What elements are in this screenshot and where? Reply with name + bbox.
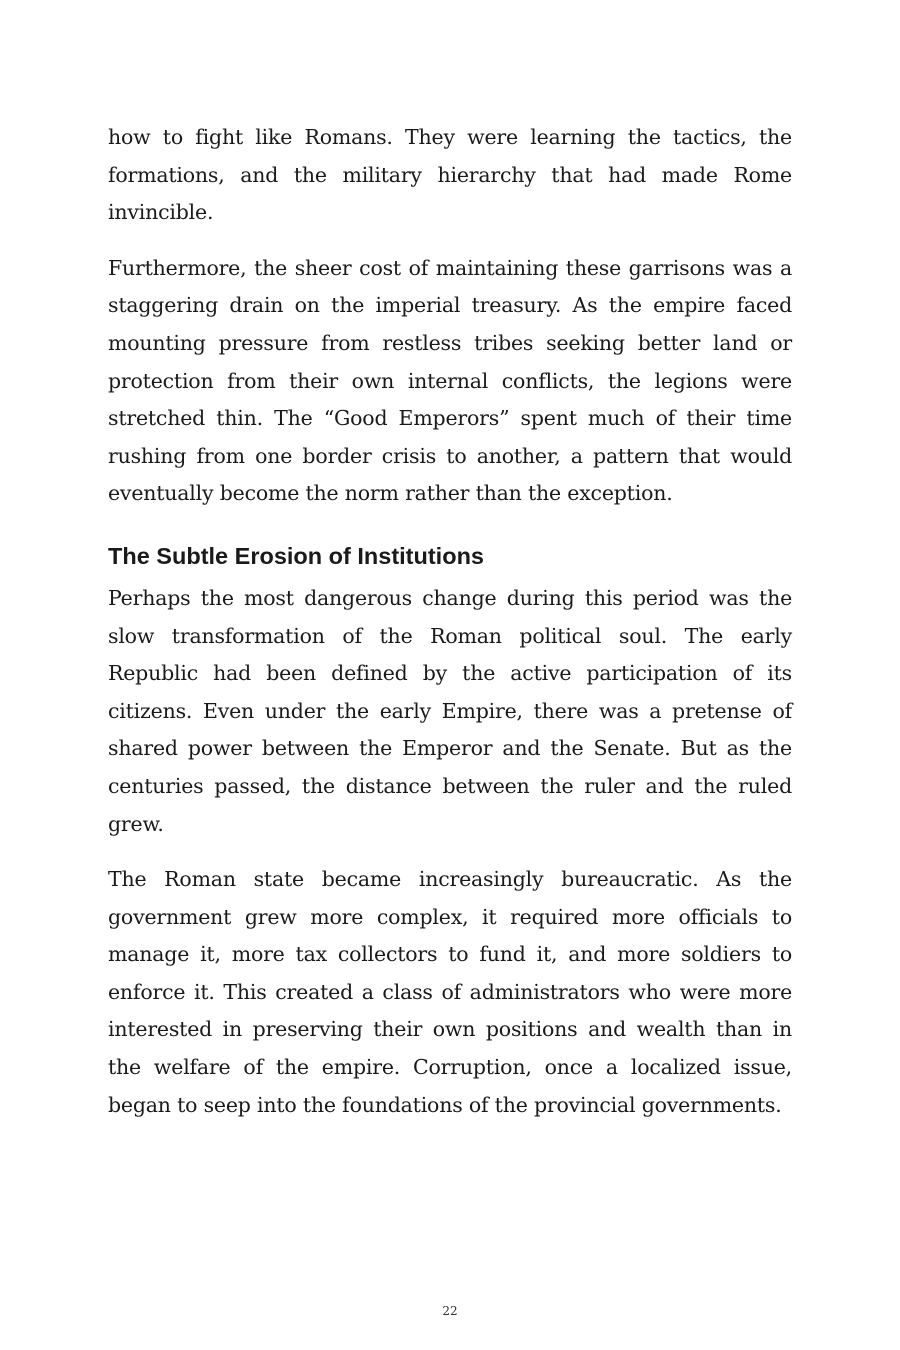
page-body — [108, 119, 792, 1142]
section-heading: The Subtle Erosion of Institutions — [108, 542, 484, 569]
paragraph: The Roman state became increasingly bureaucratic. As the government grew more complex, it required more officials to manage it, more tax collectors to fund it, and more soldiers to enforce it. This created a class of administrators who were more interested in preserving their own positions and wealth than in the welfare of the empire. Corruption, once a localized issue, began to seep into the foundations of the provincial governments. — [108, 867, 792, 1117]
paragraph: Furthermore, the sheer cost of maintaining these garrisons was a staggering drain on the imperial treasury. As the empire faced mounting pressure from restless tribes seeking better land or protection from their own internal conflicts, the legions were stretched thin. The “Good Emperors” spent much of their time rushing from one border crisis to another, a pattern that would eventually become the norm rather than the exception. — [108, 255, 792, 506]
paragraph: how to fight like Romans. They were learning the tactics, the formations, and the military hierarchy that had made Rome invincible. — [108, 125, 792, 225]
page-number: 22 — [442, 1304, 458, 1318]
paragraph: Perhaps the most dangerous change during this period was the slow transformation of the Roman political soul. The early Republic had been defined by the active participation of its citizens. Even under the early Empire, there was a pretense of shared power between the Emperor and the Senate. But as the centuries passed, the distance between the ruler and the ruled grew. — [108, 585, 792, 836]
